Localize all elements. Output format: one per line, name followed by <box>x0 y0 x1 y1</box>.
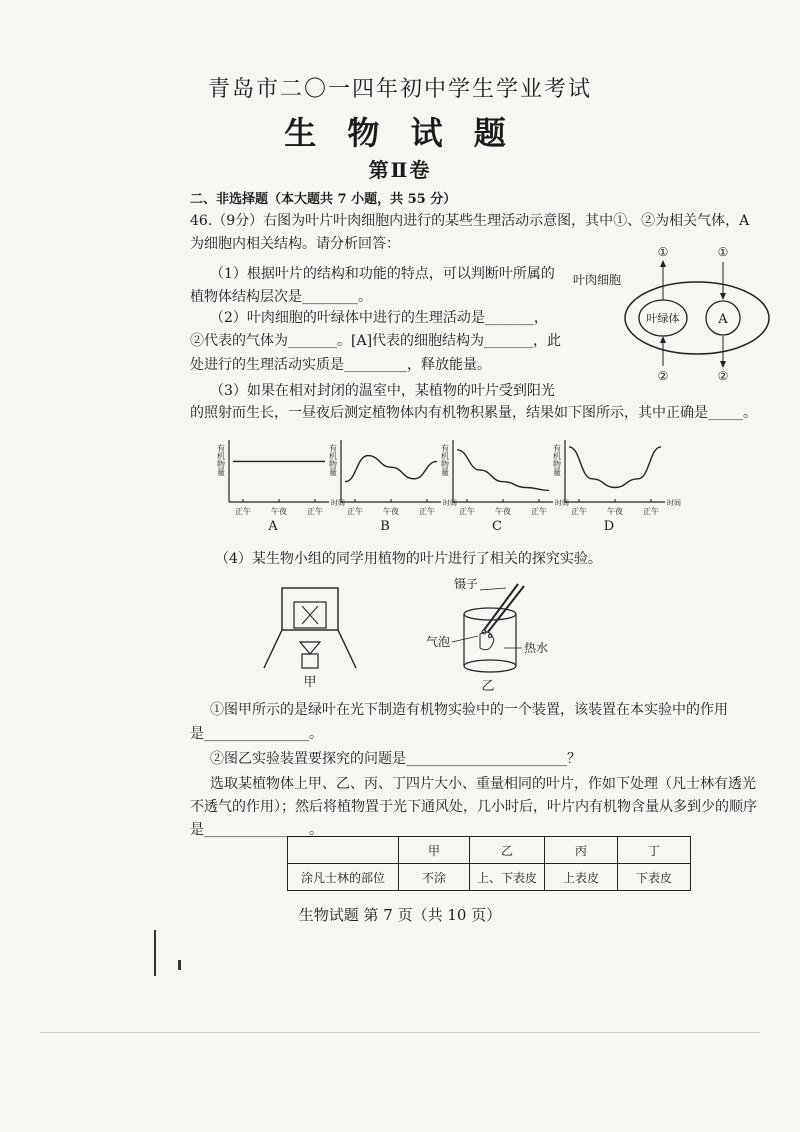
table-cell: 不涂 <box>399 864 470 891</box>
scan-mark <box>154 930 156 976</box>
volume-title: 第Ⅱ卷 <box>368 158 432 182</box>
leaf-cell-diagram <box>565 240 775 390</box>
bubbles-label: 气泡 <box>426 635 451 649</box>
graph-curve-C <box>457 450 549 491</box>
part2-line2: ②代表的气体为_______。[A]代表的细胞结构为_______，此 <box>190 333 562 349</box>
sub1-line1: ①图甲所示的是绿叶在光下制造有机物实验中的一个装置，该装置在本实验中的作用 <box>210 702 728 718</box>
part2-line3: 处进行的生理活动实质是_________，释放能量。 <box>190 357 491 373</box>
question-intro-line1: 46.（9分）右图为叶片叶肉细胞内进行的某些生理活动示意图，其中①、②为相关气体，A <box>190 213 750 229</box>
label-jia: 甲 <box>303 675 317 690</box>
hot-water-label: 热水 <box>524 641 549 655</box>
graph-label-C: C <box>492 519 502 534</box>
graph-tick-label: 正午 <box>235 507 251 516</box>
sub3-line3: 是_______________。 <box>190 822 323 838</box>
graph-ylabel: 有机物量 <box>440 444 450 476</box>
organic-matter-graphs <box>215 432 681 542</box>
scan-line <box>40 1032 760 1033</box>
chloroplast-label: 叶绿体 <box>646 312 680 325</box>
section-heading: 二、非选择题（本大题共 7 小题，共 55 分） <box>190 192 457 207</box>
flame <box>300 642 320 654</box>
sub3-line2: 不透气的作用）；然后将植物置于光下通风处，几小时后，叶片内有机物含量从多到少的顺序 <box>190 799 757 815</box>
exam-title: 青岛市二〇一四年初中学生学业考试 <box>207 77 592 102</box>
part1-line2: 植物体结构层次是________。 <box>190 289 372 305</box>
graph-label-D: D <box>603 519 615 534</box>
graph-xlabel: 时间 <box>555 499 569 507</box>
graph-tick-label: 午夜 <box>383 507 399 516</box>
table-cell: 上、下表皮 <box>470 864 545 891</box>
leaf-in-alcohol <box>302 606 318 624</box>
table-header-cell: 丙 <box>545 837 618 864</box>
part3-line1: （3）如果在相对封闭的温室中，某植物的叶片受到阳光 <box>210 383 555 399</box>
gas1-top-left: ① <box>657 245 669 259</box>
scan-mark <box>178 960 181 970</box>
table-row <box>288 864 691 891</box>
graph-tick-label: 正午 <box>347 507 363 516</box>
bubbles-pointer <box>452 636 478 642</box>
table-header-cell: 丁 <box>618 837 691 864</box>
graph-xlabel: 时间 <box>331 499 345 507</box>
tripod-leg <box>264 630 282 668</box>
graph-curve-B <box>345 456 437 482</box>
cell-label: 叶肉细胞 <box>573 273 622 287</box>
arrowhead <box>720 361 726 368</box>
beaker-rim <box>464 608 516 620</box>
question-intro-line2: 为细胞内相关结构。请分析回答： <box>190 236 400 252</box>
table-header-cell: 甲 <box>399 837 470 864</box>
page-footer: 生物试题 第 7 页（共 10 页） <box>298 906 502 924</box>
beaker-base <box>464 660 516 672</box>
part2-line1: （2）叶肉细胞的叶绿体中进行的生理活动是_______， <box>210 310 548 326</box>
bubble <box>489 635 492 638</box>
tweezers-pointer <box>480 588 506 590</box>
sub3-line1: 选取某植物体上甲、乙、丙、丁四片大小、重量相同的叶片，作如下处理（凡士林有透光 <box>210 776 756 792</box>
graph-tick-label: 正午 <box>307 507 323 516</box>
table-header-cell <box>288 837 399 864</box>
graph-label-A: A <box>268 519 278 534</box>
table-header-row <box>288 837 691 864</box>
part3-line2: 的照射而生长，一昼夜后测定植物体内有机物积累量，结果如下图所示，其中正确是_____。 <box>190 405 757 421</box>
part1-line1: （1）根据叶片的结构和功能的特点，可以判断叶所属的 <box>210 266 555 282</box>
outer-beaker <box>282 588 338 630</box>
alcohol-lamp <box>302 654 318 668</box>
table-cell: 上表皮 <box>545 864 618 891</box>
apparatus-jia <box>260 580 360 690</box>
table-row-label: 涂凡士林的部位 <box>288 864 399 891</box>
graph-tick-label: 正午 <box>571 507 587 516</box>
gas2-bottom-right: ② <box>717 369 729 383</box>
gas2-bottom-left: ② <box>657 369 669 383</box>
tweezers-label: 镊子 <box>454 577 479 591</box>
label-yi: 乙 <box>481 679 495 694</box>
arrowhead <box>720 293 726 300</box>
graph-xlabel: 时间 <box>443 499 457 507</box>
sub1-line2: 是_______________。 <box>190 726 323 742</box>
graph-tick-label: 正午 <box>643 507 659 516</box>
graph-ylabel: 有机物量 <box>328 444 338 476</box>
graph-curve-D <box>569 447 661 488</box>
graph-tick-label: 午夜 <box>271 507 287 516</box>
gas1-top-right: ① <box>717 245 729 259</box>
graph-ylabel: 有机物量 <box>552 444 562 476</box>
tripod-leg <box>338 630 356 668</box>
graph-tick-label: 正午 <box>459 507 475 516</box>
part4-line1: （4）某生物小组的同学用植物的叶片进行了相关的探究实验。 <box>215 551 602 567</box>
graph-tick-label: 正午 <box>531 507 547 516</box>
graph-tick-label: 正午 <box>419 507 435 516</box>
graph-tick-label: 午夜 <box>607 507 623 516</box>
structure-a-label: A <box>718 312 728 327</box>
graph-ylabel: 有机物量 <box>216 444 226 476</box>
graph-label-B: B <box>380 519 390 534</box>
arrowhead <box>660 336 666 343</box>
table-cell: 下表皮 <box>618 864 691 891</box>
leaf-in-water <box>480 632 494 650</box>
subject-title: 生 物 试 题 <box>284 114 516 152</box>
tweezers <box>484 584 518 630</box>
graph-xlabel: 时间 <box>667 499 681 507</box>
treatment-table <box>287 836 691 891</box>
sub2-line1: ②图乙实验装置要探究的问题是_______________________？ <box>210 751 581 767</box>
table-header-cell: 乙 <box>470 837 545 864</box>
graph-tick-label: 午夜 <box>495 507 511 516</box>
arrowhead <box>660 260 666 267</box>
apparatus-yi <box>420 574 570 694</box>
